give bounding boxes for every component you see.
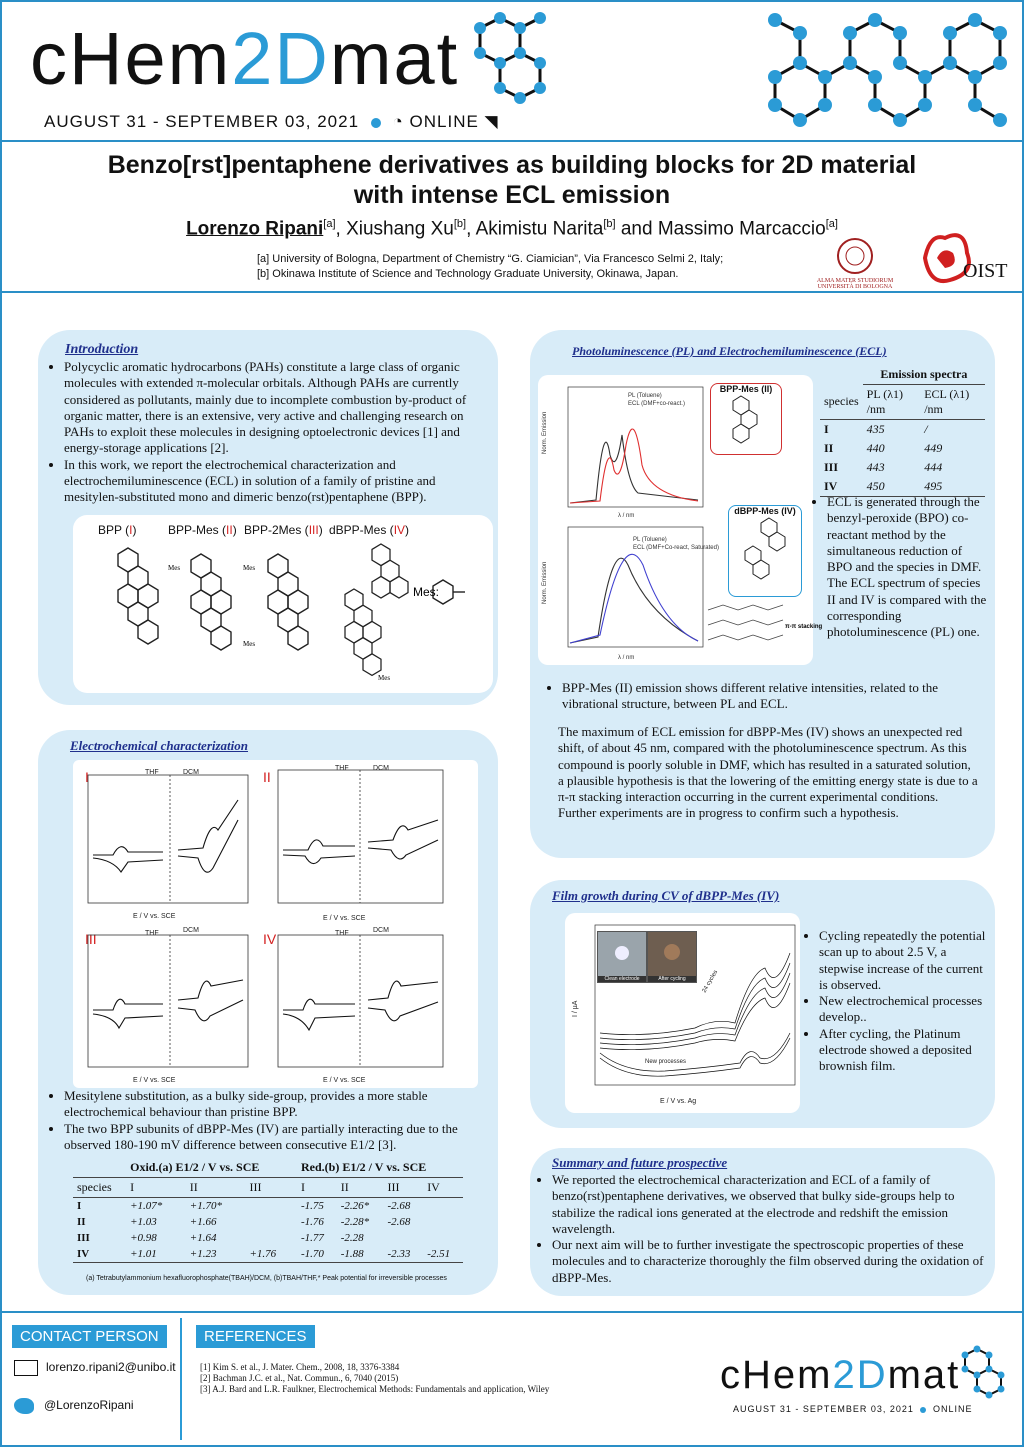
svg-text:PL (Toluene): PL (Toluene): [633, 537, 667, 543]
ecl-description: • ECL is generated through the benzyl-peroxide (BPO) co-reactant method by the simultaneous reduction of BPO and the species in DMF. The ECL spectrum of species II and IV is compared with the corresponding photoluminescence (PL) one.: [813, 494, 988, 641]
svg-text:Norm. Emission: Norm. Emission: [542, 561, 548, 604]
molecule-graphic-small: [460, 8, 570, 118]
conference-dates: AUGUST 31 - SEPTEMBER 03, 2021 ◔ ONLINE ◥: [44, 112, 499, 131]
summary-heading: Summary and future prospective: [552, 1155, 728, 1170]
table-footnote: (a) Tetrabutylammonium hexafluorophosphate(TBAH)/DCM, (b)TBAH/THF,* Peak potential for irreversible processes: [86, 1275, 447, 1282]
dbpp-mes-structure-icon: [729, 516, 801, 591]
electrochemistry-heading: Electrochemical characterization: [70, 738, 249, 753]
footer-molecule-graphic: [955, 1345, 1010, 1405]
twitter-icon: [14, 1398, 34, 1414]
svg-text:π-π stacking: π-π stacking: [785, 624, 823, 630]
svg-text:Mes: Mes: [243, 640, 256, 648]
introduction-text: • Polycyclic aromatic hydrocarbons (PAHs) constitute a large class of organic molecules with extended π-molecular orbitals. Although PAHs are currently considered as pollutants, mainly due to incomplete combustion by-product of organic matter, there is an extensive, very active and challenging research on PAHs to exploit these molecules in designing optoelectronic devices [1] and energy-storage applications [2]. • In this work, we report the electrochemical characterization and electrochemiluminescence (ECL) in solution of a family of pristine and mesitylen-substituted mono and dimeric benzo(rst)pentaphene (BPP).: [50, 359, 490, 506]
svg-text:New processes: New processes: [645, 1059, 687, 1065]
film-growth-text: • Cycling repeatedly the potential scan up to about 2.5 V, a stepwise increase of the current is observed. • New electrochemical processes develop.. • After cycling, the Platinum electrode showed a deposited brownish film.: [805, 928, 990, 1075]
poster-title: Benzo[rst]pentaphene derivatives as building blocks for 2D material with intense ECL emission: [107, 151, 917, 209]
logo-2d: 2D: [231, 17, 330, 100]
svg-text:DCM: DCM: [183, 927, 199, 934]
svg-text:I / µA: I / µA: [572, 1000, 579, 1017]
red-shift-paragraph: The maximum of ECL emission for dBPP-Mes (IV) shows an unexpected red shift, of about 45 nm, compared with the photoluminescence spectrum. As this compound is poorly soluble in DMF, which has resulted in a saturated solution, a plausible hypothesis is that the lowering of the emitting energy state is due to a π-π stacking interaction occurring in the current experimental conditions. Further experiments are in progress to confirm such a hypothesis.: [558, 724, 978, 821]
introduction-heading: Introduction: [65, 342, 139, 357]
svg-text:I: I: [85, 769, 89, 785]
twitter-contact[interactable]: @LorenzoRipani: [14, 1398, 134, 1414]
table-row: II 440 449: [824, 441, 943, 455]
logo-mat: mat: [329, 17, 460, 100]
cv-plots: [73, 760, 478, 1088]
svg-text:Norm. Emission: Norm. Emission: [542, 411, 548, 454]
mail-icon: [14, 1360, 38, 1376]
table-row: IV 450 495: [820, 477, 985, 497]
svg-text:II: II: [263, 769, 271, 785]
svg-text:DCM: DCM: [373, 765, 389, 772]
svg-text:E / V vs. SCE: E / V vs. SCE: [323, 915, 366, 922]
references-list: [1] Kim S. et al., J. Mater. Chem., 2008, 18, 3376-3384 [2] Bachman J.C. et al., Nat. Commun., 6, 7040 (2015) [3] A.J. Bard and L.R. Faulkner, Electrochemical Methods: Fundamentals and application, Wiley: [200, 1362, 550, 1394]
pl-spectra-figure: [538, 375, 823, 665]
conference-logo: [30, 14, 459, 104]
rss-icon: ◥: [484, 112, 499, 131]
clean-electrode-photo: Clean electrode: [597, 931, 647, 983]
footer-dates: AUGUST 31 - SEPTEMBER 03, 2021 ONLINE: [733, 1404, 973, 1414]
footer-logo: cHem2Dmat: [720, 1353, 961, 1397]
svg-text:E / V vs. SCE: E / V vs. SCE: [133, 913, 176, 920]
svg-text:24 cycles: 24 cycles: [701, 969, 720, 994]
presenting-author: Lorenzo Ripani: [186, 218, 324, 240]
footer-divider: [2, 1311, 1022, 1313]
after-cycling-photo: After cycling: [647, 931, 697, 983]
film-growth-heading: Film growth during CV of dBPP-Mes (IV): [552, 888, 780, 903]
svg-text:E / V vs. Ag: E / V vs. Ag: [660, 1098, 697, 1105]
molecule-label-1: BPP (I): [98, 523, 137, 537]
svg-text:E / V vs. SCE: E / V vs. SCE: [133, 1077, 176, 1084]
svg-text:PL (Toluene): PL (Toluene): [628, 393, 662, 399]
footer-divider-vertical: [180, 1318, 182, 1440]
molecule-graphic-large: [755, 5, 1015, 135]
pl-ecl-panel: [530, 330, 995, 858]
unibo-logo: ALMA MATER STUDIORUM UNIVERSITÀ DI BOLOGNA: [815, 236, 895, 290]
title-divider: [2, 291, 1022, 293]
contact-heading: CONTACT PERSON: [12, 1325, 167, 1348]
pi-stacking-graphic: [703, 600, 823, 650]
svg-text:DCM: DCM: [373, 927, 389, 934]
svg-text:λ / nm: λ / nm: [618, 513, 635, 519]
bpp-mes-note: • BPP-Mes (II) emission shows different relative intensities, related to the vibrational structure, between PL and ECL.: [548, 680, 988, 713]
electrochemistry-panel: [38, 730, 498, 1295]
svg-text:THF: THF: [145, 769, 159, 776]
svg-text:IV: IV: [263, 931, 277, 947]
table-row: III +0.98 +1.64 -1.77 -2.28: [77, 1232, 364, 1244]
table-row: III 443 444: [824, 460, 943, 474]
film-cv-figure: [565, 913, 800, 1113]
svg-text:E / V vs. SCE: E / V vs. SCE: [323, 1077, 366, 1084]
logo-chem: cHem: [30, 17, 232, 100]
molecule-drawings: [73, 540, 493, 690]
pl-ecl-heading: Photoluminescence (PL) and Electrochemiluminescence (ECL): [572, 344, 887, 358]
authors: Lorenzo Ripani[a], Xiushang Xu[b], Akimistu Narita[b] and Massimo Marcaccio[a]: [186, 218, 838, 240]
potentials-table: Oxid.(a) E1/2 / V vs. SCE Red.(b) E1/2 / V vs. SCE species I II III I II III IV I +1.07* +1.70* -1.75 -2.26* -2.68 II +1.03 +1.66 -1.76 -2.28* -2.68 III +0.98 +1.64 -1.77 -2.28 IV +1.01 +1.23 +1.76 -1.70 -1.88 -2.33 -2.51: [73, 1158, 463, 1263]
svg-text:Mes: Mes: [243, 564, 256, 572]
dbpp-mes-structure-box: dBPP-Mes (IV): [728, 505, 802, 597]
affiliations: [a] University of Bologna, Department of Chemistry “G. Ciamician”, Via Francesco Selmi 2, Italy; [b] Okinawa Institute of Science and Technology Graduate University, Okinawa, Japan.: [257, 253, 724, 280]
cv-figure: [73, 760, 478, 1088]
svg-text:Mes:: Mes:: [413, 585, 440, 599]
svg-text:ECL (DMF+co-react.): ECL (DMF+co-react.): [628, 401, 685, 407]
header-divider: [2, 140, 1022, 142]
svg-text:ECL (DMF+Co-react, Saturated): ECL (DMF+Co-react, Saturated): [633, 545, 719, 551]
emission-table: Emission spectra species PL (λ1) /nm ECL (λ1) /nm I 435 / II 440 449 III 443 444 IV 450 495: [820, 365, 985, 497]
oist-logo: OIST: [915, 228, 1015, 288]
molecule-label-2: BPP-Mes (II): [168, 523, 237, 537]
summary-text: • We reported the electrochemical characterization and ECL of a family of benzo(rst)pentaphene derivatives, we observed that bulky side-groups help to stabilize the radical ions generated at the electrode and redshift the emission wavelength. • Our next aim will be to further investigate the spectroscopic properties of these molecules and to characterize thoroughly the film observed during the oxidation of dBPP-Mes.: [538, 1172, 988, 1286]
molecule-label-4: dBPP-Mes (IV): [329, 523, 410, 537]
svg-text:THF: THF: [145, 930, 159, 937]
svg-text:THF: THF: [335, 765, 349, 772]
table-row: IV +1.01 +1.23 +1.76 -1.70 -1.88 -2.33 -2.51: [73, 1246, 463, 1263]
dot-icon: [920, 1407, 926, 1413]
wifi-icon: ◔: [392, 112, 404, 131]
svg-text:THF: THF: [335, 930, 349, 937]
table-row: II +1.03 +1.66 -1.76 -2.28* -2.68: [77, 1216, 411, 1228]
bpp-mes-structure-box: BPP-Mes (II): [710, 383, 782, 455]
svg-text:Mes: Mes: [168, 564, 181, 572]
introduction-panel: [38, 330, 498, 705]
svg-text:λ / nm: λ / nm: [618, 655, 635, 661]
molecule-structures: [73, 515, 493, 693]
svg-text:DCM: DCM: [183, 769, 199, 776]
bpp-mes-structure-icon: [711, 394, 781, 449]
electrochemistry-text: • Mesitylene substitution, as a bulky side-group, provides a more stable electrochemical behaviour than pristine BPP. • The two BPP subunits of dBPP-Mes (IV) are partially interacting due to the observed 180-190 mV difference between consecutive E1/2 [3].: [50, 1088, 490, 1153]
film-growth-panel: [530, 880, 995, 1128]
molecule-label-3: BPP-2Mes (III): [244, 523, 323, 537]
dot-icon: [371, 118, 381, 128]
table-row: I 435 /: [824, 422, 928, 436]
email-contact[interactable]: lorenzo.ripani2@unibo.it: [14, 1360, 176, 1376]
summary-panel: [530, 1148, 995, 1296]
references-heading: REFERENCES: [196, 1325, 315, 1348]
unibo-seal-icon: [835, 236, 875, 276]
table-row: I +1.07* +1.70* -1.75 -2.26* -2.68: [77, 1200, 411, 1212]
svg-text:Mes: Mes: [378, 674, 391, 682]
svg-text:III: III: [85, 931, 97, 947]
